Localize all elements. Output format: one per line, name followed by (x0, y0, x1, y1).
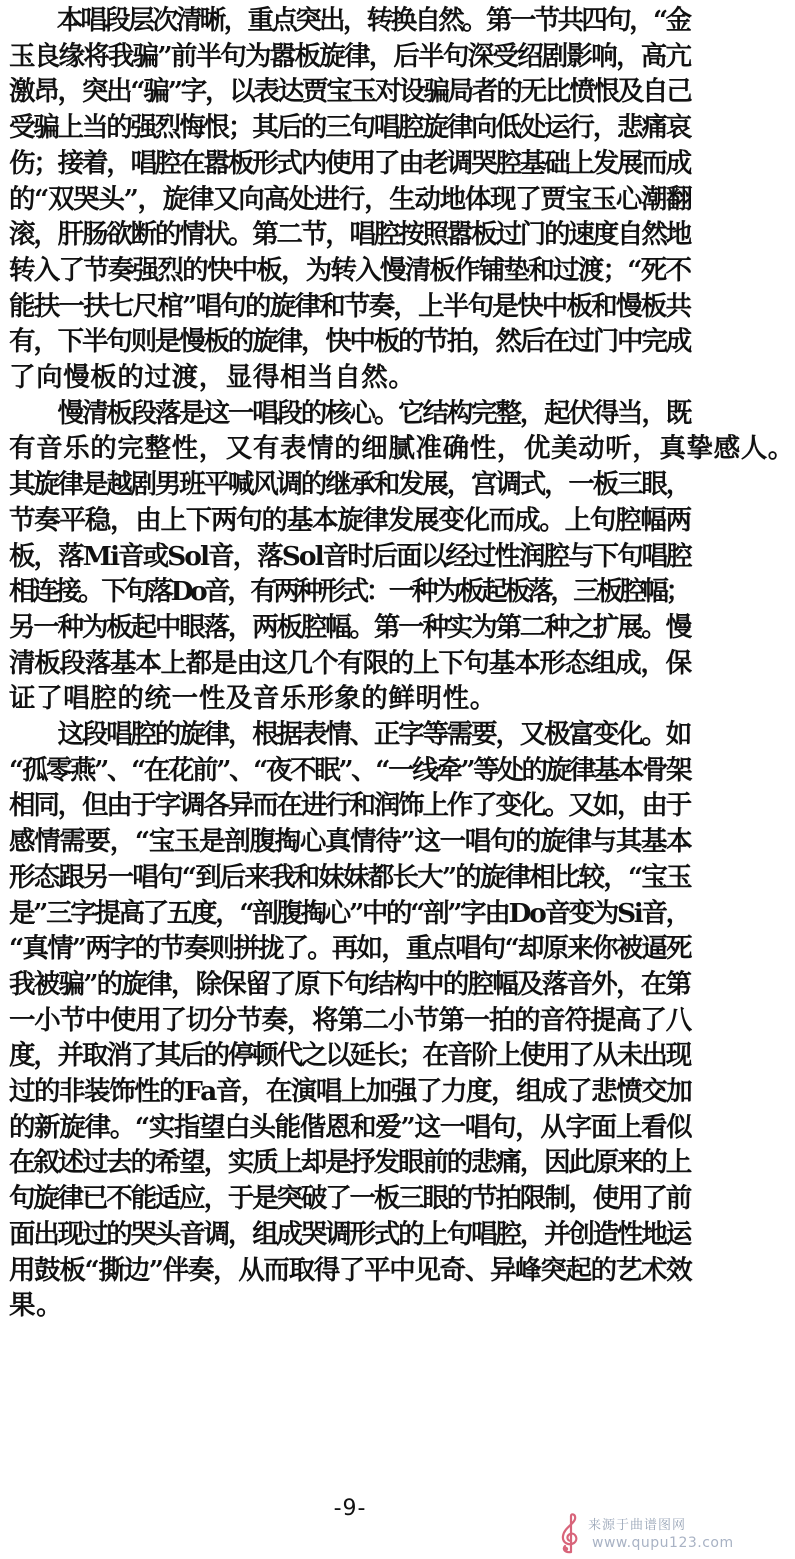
text-line: 有音乐的完整性，又有表情的细腻准确性，优美动听，真挚感人。 (9, 433, 795, 465)
treble-clef-icon (556, 1512, 584, 1556)
text-line: 感情需要，“宝玉是剖腹掏心真情待”这一唱句的旋律与其基本 (9, 826, 692, 858)
watermark-text: 来源于曲谱图网 (588, 1518, 687, 1533)
text-line: 相连接。下句落Do音，有两种形式：一种为板起板落，三板腔幅； (9, 576, 689, 608)
page-number: -9- (333, 1496, 367, 1521)
text-line: 这段唱腔的旋律，根据表情、正字等需要，又极富变化。如 (9, 719, 691, 750)
text-line: 其旋律是越剧男班平喊风调的继承和发展，宫调式，一板三眼， (9, 469, 691, 501)
text-line: 能扶一扶七尺棺”唱句的旋律和节奏，上半句是快中板和慢板共 (9, 290, 691, 322)
text-line: 的新旋律。“实指望白头能偕恩和爱”这一唱句，从字面上看似 (9, 1111, 692, 1143)
text-line: 慢清板段落是这一唱段的核心。它结构完整，起伏得当，既 (9, 397, 691, 429)
text-line: 受骗上当的强烈悔恨；其后的三句唱腔旋律向低处运行，悲痛哀 (9, 112, 691, 144)
text-line: 玉良缘将我骗”前半句为嚣板旋律，后半句深受绍剧影响，高亢 (9, 40, 691, 72)
text-line: 过的非装饰性的Fa音，在演唱上加强了力度，组成了悲愤交加 (9, 1076, 692, 1107)
text-line: 伤；接着，唱腔在嚣板形式内使用了由老调哭腔基础上发展而成 (9, 147, 691, 179)
text-line: 面出现过的哭头音调，组成哭调形式的上句唱腔，并创造性地运 (9, 1218, 691, 1250)
text-line: 度，并取消了其后的停顿代之以延长；在音阶上使用了从未出现 (9, 1040, 691, 1072)
text-line: 清板段落基本上都是由这几个有限的上下句基本形态组成，保 (9, 647, 691, 679)
text-line: 在叙述过去的希望，实质上却是抒发眼前的悲痛，因此原来的上 (9, 1147, 691, 1179)
text-line: 果。 (9, 1290, 64, 1322)
text-line: 本唱段层次清晰，重点突出，转换自然。第一节共四句，“金 (9, 5, 690, 36)
text-line: 板，落Mi音或Sol音，落Sol音时后面以经过性润腔与下句唱腔 (9, 540, 691, 572)
text-line: 激昂，突出“骗”字，以表达贾宝玉对设骗局者的无比愤恨及自己 (9, 76, 691, 108)
text-line: 证了唱腔的统一性及音乐形象的鲜明性。 (9, 683, 497, 715)
text-line: 另一种为板起中眼落，两板腔幅。第一种实为第二种之扩展。慢 (9, 611, 691, 643)
text-line: 转入了节奏强烈的快中板，为转入慢清板作铺垫和过渡；“死不 (9, 254, 691, 286)
watermark (554, 1510, 734, 1559)
text-line: “真情”两字的节奏则拼拢了。再如，重点唱句“却原来你被逼死 (9, 933, 691, 965)
text-line: 用鼓板“撕边”伴奏，从而取得了平中见奇、异峰突起的艺术效 (9, 1254, 692, 1286)
watermark-url: www.qupu123.com (592, 1535, 734, 1551)
text-line: 一小节中使用了切分节奏，将第二小节第一拍的音符提高了八 (9, 1004, 691, 1036)
text-line: 节奏平稳，由上下两句的基本旋律发展变化而成。上句腔幅两 (9, 504, 691, 536)
text-line: 句旋律已不能适应，于是突破了一板三眼的节拍限制，使用了前 (9, 1183, 691, 1215)
text-line: “孤零燕”、“在花前”、“夜不眠”、“一线牵”等处的旋律基本骨架 (9, 754, 691, 786)
text-line: 的“双哭头”，旋律又向高处进行，生动地体现了贾宝玉心潮翻 (9, 183, 692, 215)
text-line: 了向慢板的过渡，显得相当自然。 (9, 362, 416, 393)
text-line: 形态跟另一唱句“到后来我和妹妹都长大”的旋律相比较，“宝玉 (9, 861, 691, 893)
text-line: 是”三字提高了五度，“剖腹掏心”中的“剖”字由Do音变为Si音， (9, 897, 690, 929)
text-line: 相同，但由于字调各异而在进行和润饰上作了变化。又如，由于 (9, 790, 691, 822)
text-line: 我被骗”的旋律，除保留了原下句结构中的腔幅及落音外，在第 (9, 968, 691, 1000)
text-line: 滚，肝肠欲断的情状。第二节，唱腔按照嚣板过门的速度自然地 (9, 219, 691, 251)
text-line: 有，下半句则是慢板的旋律，快中板的节拍，然后在过门中完成 (9, 326, 691, 358)
